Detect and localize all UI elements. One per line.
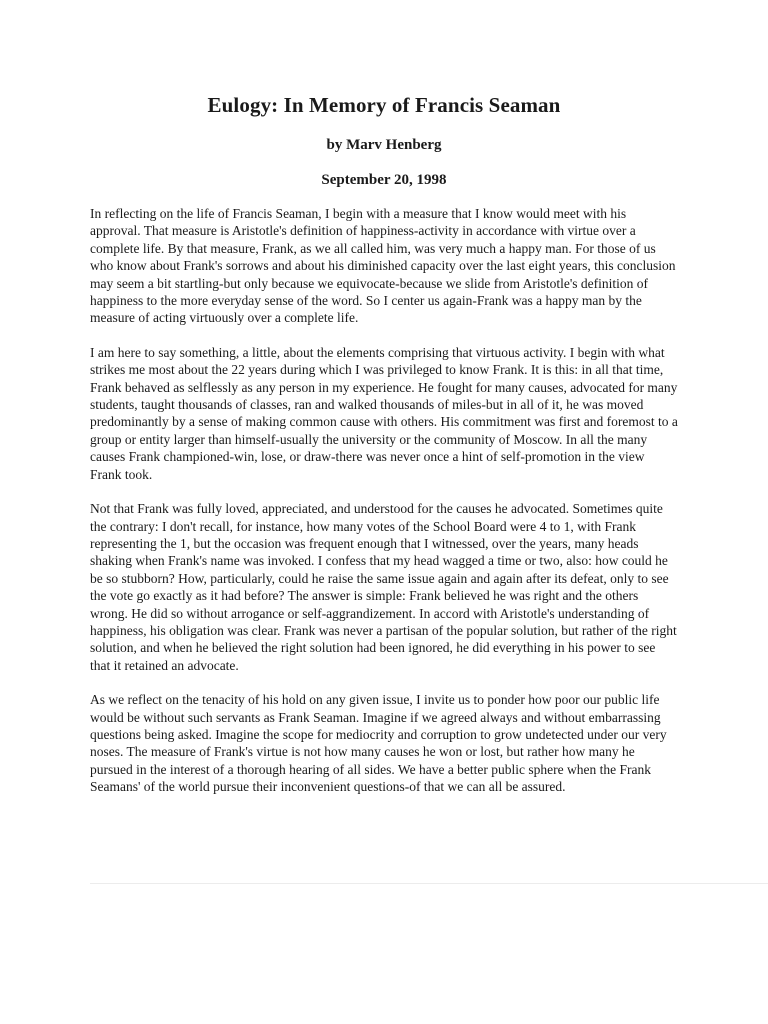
document-date: September 20, 1998 [321,172,447,188]
document-body [90,205,678,796]
body-paragraph: Not that Frank was fully loved, appreciated, and understood for the causes he advocated. Sometimes quite the contrary: I don't recall, for instance, how many votes of the School Board were 4 to 1, with Frank representing the 1, but the occasion was frequent enough that I witnessed, over the years, many heads shaking when Frank's name was invoked. I confess that my head wagged a time or two, also: how could he be so stubborn? How, particularly, could he raise the same issue again and again after its defeat, only to see the vote go exactly as it had before? The answer is simple: Frank believed he was right and the others wrong. He did so without arrogance or self-aggrandizement. In accord with Aristotle's understanding of happiness, his obligation was clear. Frank was never a partisan of the popular solution, but rather of the right solution, and when he believed the right solution had been ignored, he did everything in his power to see that it retained an advocate. [90,501,677,673]
body-paragraph: I am here to say something, a little, about the elements comprising that virtuous activity. I begin with what strikes me most about the 22 years during which I was privileged to know Frank. It is this: in all that time, Frank behaved as selflessly as any person in my experience. He fought for many causes, advocated for many students, taught thousands of classes, ran and walked thousands of miles-but in all of it, he was moved predominantly by a sense of making common cause with others. His commitment was first and foremost to a group or entity larger than himself-usually the university or the community of Moscow. In all the many causes Frank championed-win, lose, or draw-there was never once a hint of self-promotion in the view Frank took. [90,344,678,482]
document-page [90,92,678,813]
page-divider [90,883,768,884]
author-byline: by Marv Henberg [326,137,442,153]
document-title: Eulogy: In Memory of Francis Seaman [207,93,561,117]
body-paragraph: As we reflect on the tenacity of his hold on any given issue, I invite us to ponder how poor our public life would be without such servants as Frank Seaman. Imagine if we agreed always and without embarrassing questions being asked. Imagine the scope for mediocrity and corruption to grow undetected under our very noses. The measure of Frank's virtue is not how many causes he won or lost, but rather how many he pursued in the interest of a thorough hearing of all sides. We have a better public sphere when the Frank Seamans' of the world pursue their inconvenient questions-of that we can all be assured. [90,692,667,795]
body-paragraph: In reflecting on the life of Francis Seaman, I begin with a measure that I know would meet with his approval. That measure is Aristotle's definition of happiness-activity in accordance with virtue over a complete life. By that measure, Frank, as we all called him, was very much a happy man. For those of us who know about Frank's sorrows and about his diminished capacity over the last eight years, this conclusion may seem a bit startling-but only because we equivocate-because we slide from Aristotle's definition of happiness to the more everyday sense of the word. So I center us again-Frank was a happy man by the measure of acting virtuously over a complete life. [90,206,676,326]
